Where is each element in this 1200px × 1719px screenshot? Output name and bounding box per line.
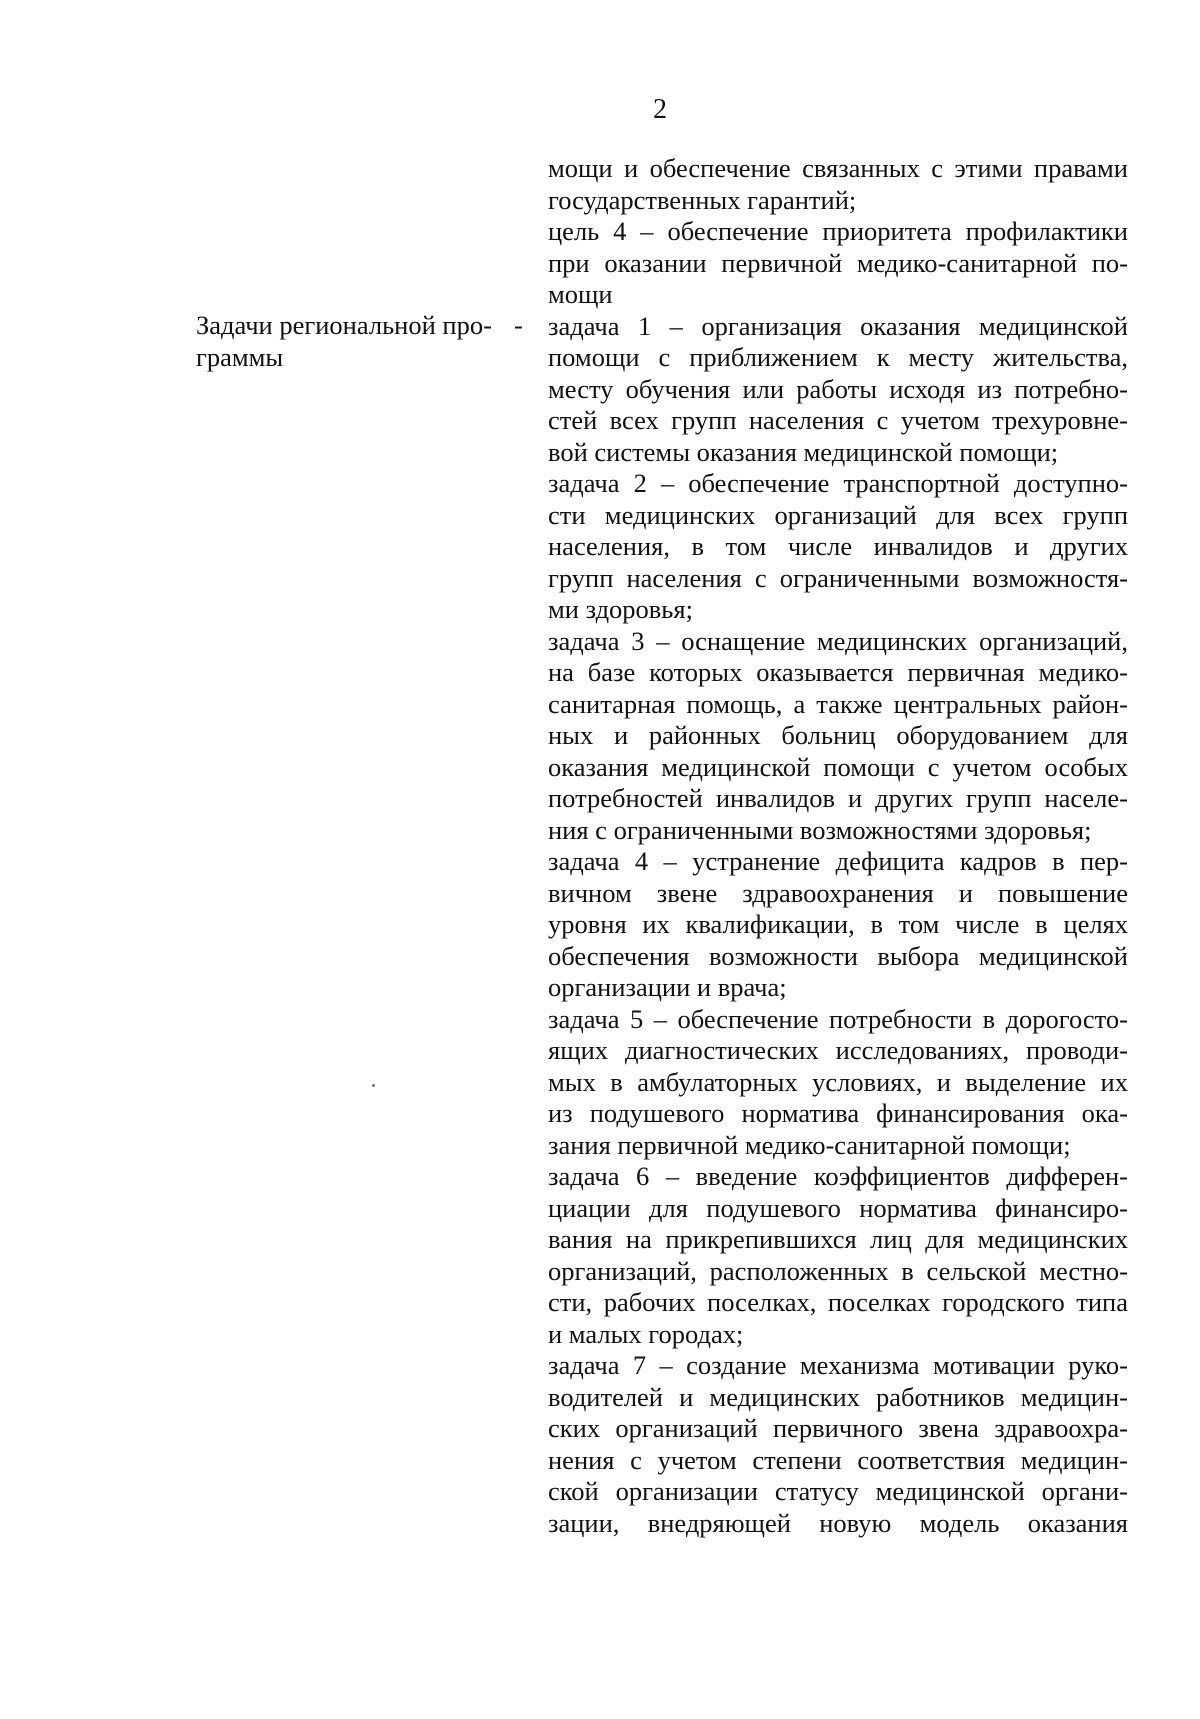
content-line: стей всех групп населения с учетом трехуровне- — [548, 405, 1128, 435]
content-line: санитарная помощь, а также центральных район- — [548, 688, 1128, 719]
label-dash: - — [514, 310, 523, 340]
content-line: мощи — [548, 279, 613, 309]
content-line: месту обучения или работы исходя из потребно- — [548, 373, 1128, 404]
content-line: задача 4 – устранение дефицита кадров в пер- — [548, 846, 1128, 876]
content-line: задача 1 – организация оказания медицинской — [548, 310, 1128, 341]
content-line: уровня их квалификации, в том числе в целях — [548, 909, 1128, 939]
content-line: государственных гарантий; — [548, 184, 857, 215]
content-line: ных и районных больниц оборудованием для — [548, 720, 1128, 750]
content-line: ских организаций первичного звена здравоохра- — [548, 1413, 1128, 1443]
content-line: задача 5 – обеспечение потребности в дорогосто- — [548, 1003, 1128, 1034]
content-line: оказания медицинской помощи с учетом особых — [548, 751, 1128, 782]
content-line: населения, в том числе инвалидов и других — [548, 531, 1128, 561]
content-line: вой системы оказания медицинской помощи; — [548, 436, 1059, 467]
content-line: организации и врача; — [548, 972, 787, 1002]
content-line: сти медицинских организаций для всех групп — [548, 499, 1128, 530]
section-label-line: граммы — [196, 341, 284, 372]
content-line: на базе которых оказывается первичная медико- — [548, 657, 1128, 687]
content-line: вания на прикрепившихся лиц для медицинских — [548, 1224, 1128, 1254]
content-line: вичном звене здравоохранения и повышение — [548, 877, 1128, 908]
content-line: ской организации статусу медицинской органи- — [548, 1476, 1128, 1506]
content-line: зания первичной медико-санитарной помощи; — [548, 1129, 1071, 1160]
section-label — [196, 310, 496, 373]
page-number: 2 — [653, 94, 667, 125]
content-line: мых в амбулаторных условиях, и выделение их — [548, 1066, 1128, 1097]
content-line: при оказании первичной медико-санитарной по- — [548, 247, 1128, 278]
content-line: ящих диагностических исследованиях, проводи- — [548, 1035, 1128, 1065]
content-line: помощи с приближением к месту жительства, — [548, 342, 1128, 372]
content-line: групп населения с ограниченными возможностя- — [548, 562, 1128, 593]
content-line: задача 6 – введение коэффициентов дифферен- — [548, 1161, 1128, 1191]
content-line: нения с учетом степени соответствия медицин- — [548, 1444, 1128, 1475]
content-line: ми здоровья; — [548, 594, 693, 624]
content-line: из подушевого норматива финансирования ока- — [548, 1098, 1128, 1128]
content-line: задача 7 – создание механизма мотивации руко- — [548, 1350, 1128, 1380]
content-line: обеспечения возможности выбора медицинской — [548, 940, 1128, 971]
section-label-line: Задачи региональной про- — [196, 310, 492, 340]
content-line: задача 2 – обеспечение транспортной доступно- — [548, 468, 1128, 498]
content-line: мощи и обеспечение связанных с этими правами — [548, 153, 1128, 183]
scan-speck — [372, 1084, 375, 1087]
content-line: задача 3 – оснащение медицинских организаций, — [548, 625, 1128, 656]
content-line: циации для подушевого норматива финансиро- — [548, 1192, 1128, 1223]
content-line: организаций, расположенных в сельской местно- — [548, 1255, 1128, 1286]
content-line: ния с ограниченными возможностями здоровья; — [548, 814, 1092, 845]
content-line: потребностей инвалидов и других групп населе- — [548, 783, 1128, 813]
content-line: цель 4 – обеспечение приоритета профилактики — [548, 216, 1128, 246]
content-line: и малых городах; — [548, 1318, 744, 1349]
content-line: зации, внедряющей новую модель оказания — [548, 1507, 1128, 1538]
content-line: сти, рабочих поселках, поселках городского типа — [548, 1287, 1128, 1317]
section-content — [548, 153, 1128, 1539]
content-line: водителей и медицинских работников медицин- — [548, 1381, 1128, 1412]
